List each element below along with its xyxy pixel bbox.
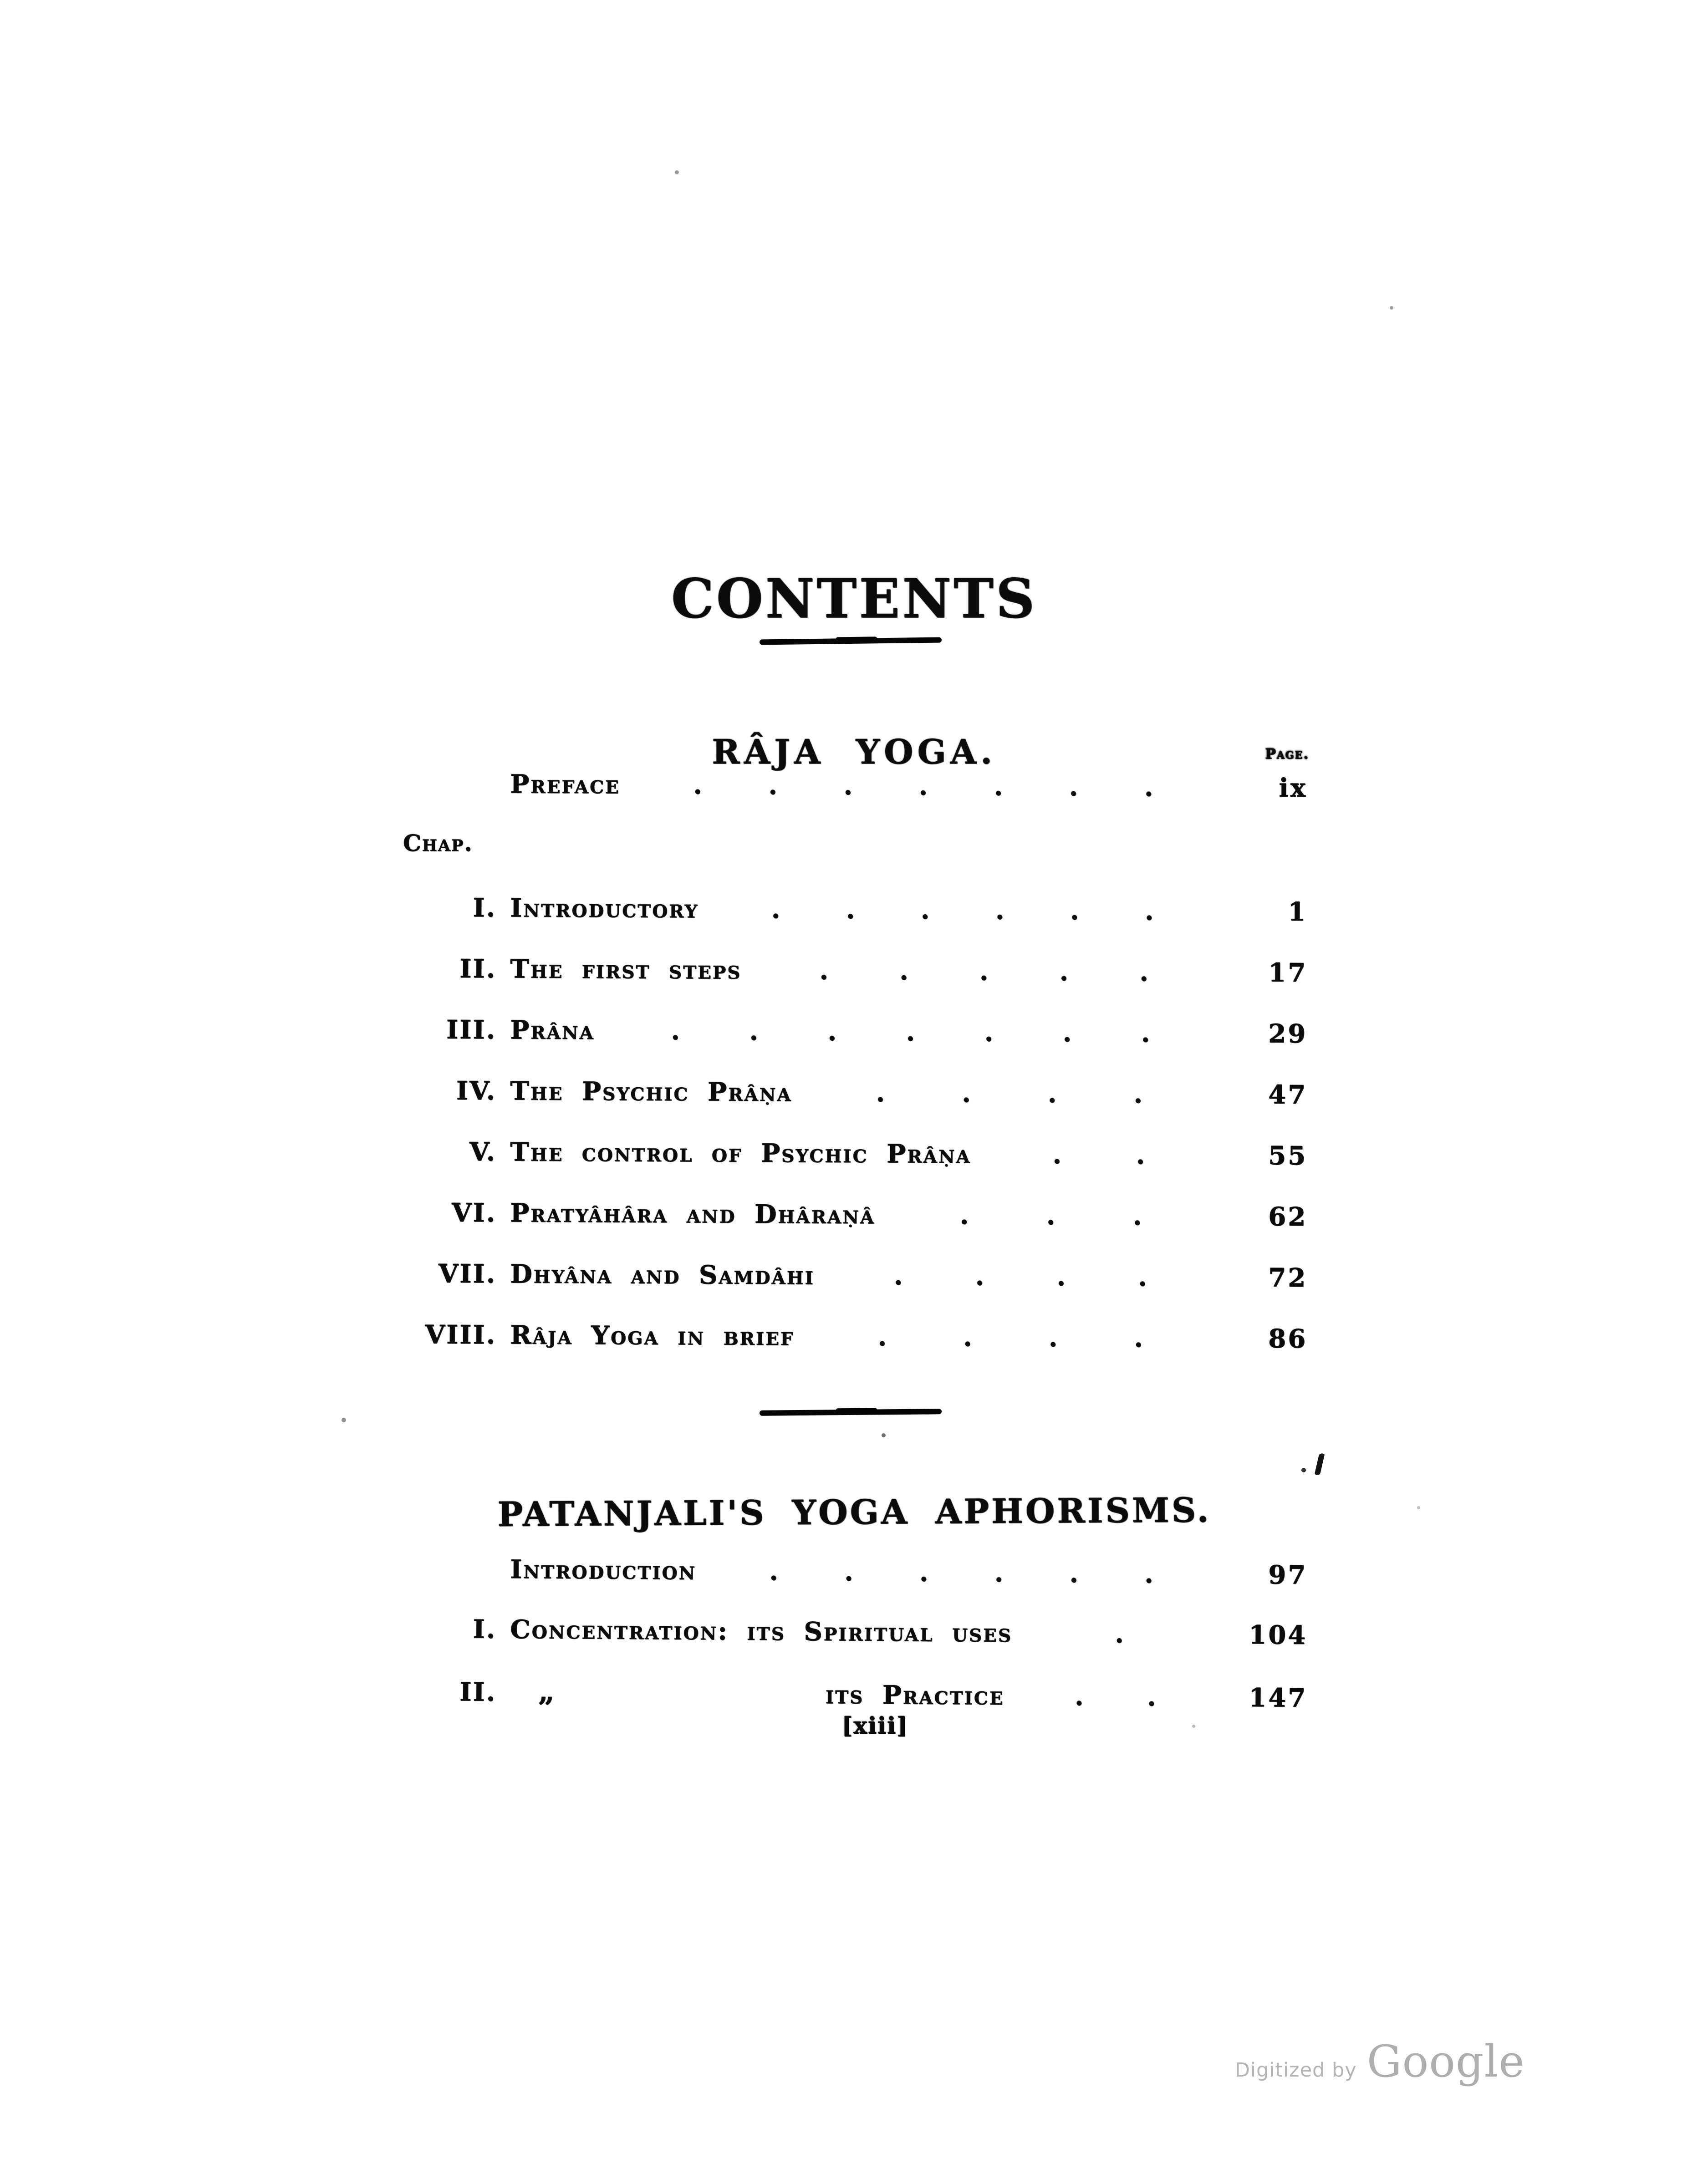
ditto-mark: „	[538, 1675, 556, 1708]
toc-row	[389, 769, 1308, 834]
leader-dot: .	[769, 1556, 780, 1587]
leader-dot: .	[1069, 772, 1080, 802]
dot-leader	[979, 1139, 1220, 1171]
toc-row	[389, 1319, 1308, 1385]
leader-dot: .	[1074, 1681, 1085, 1712]
section-heading-patanjali: PATANJALI'S YOGA APHORISMS.	[497, 1491, 1211, 1535]
leader-dot: .	[963, 1322, 974, 1353]
leader-dot: .	[1144, 1559, 1155, 1589]
leader-dot: .	[768, 770, 779, 801]
leader-dot: .	[994, 1558, 1005, 1588]
leader-dot: .	[1048, 1323, 1059, 1353]
leader-dot: .	[1133, 1079, 1144, 1110]
leader-dot: .	[959, 1200, 970, 1231]
dot-leader	[802, 1321, 1219, 1353]
page-number: 47	[1268, 1079, 1308, 1110]
leader-dot: .	[1059, 957, 1070, 987]
leader-dot: .	[920, 895, 931, 925]
page-number: 1	[1288, 896, 1308, 927]
page-number: 72	[1268, 1263, 1308, 1293]
leader-dot: .	[771, 894, 782, 925]
chapter-numeral: III.	[446, 1014, 497, 1045]
page-number: 55	[1268, 1140, 1308, 1171]
scan-speck	[342, 1418, 346, 1422]
entry-title: Concentration: its Spiritual uses	[510, 1614, 1013, 1649]
chapter-numeral	[389, 792, 496, 793]
page-number: 29	[1268, 1018, 1308, 1049]
leader-dot: .	[1070, 896, 1081, 926]
leader-dot: .	[876, 1078, 887, 1108]
leader-dot: .	[1047, 1079, 1058, 1109]
entry-title: The first steps	[510, 954, 742, 985]
chapter-numeral: VII.	[438, 1258, 497, 1289]
toc-row	[389, 892, 1308, 958]
page-number: 147	[1248, 1682, 1308, 1713]
leader-dot: .	[846, 894, 857, 925]
leader-dot: .	[819, 955, 830, 986]
page-number: 17	[1268, 957, 1308, 988]
page-number: 62	[1268, 1202, 1308, 1232]
page-title: CONTENTS	[671, 567, 1037, 631]
entry-title: Râja Yoga in brief	[510, 1320, 795, 1352]
entry-title: Introductory	[510, 893, 699, 924]
page-column-label: Page.	[1265, 746, 1309, 762]
entry-title: Pratyâhâra and Dhâraṇâ	[510, 1198, 876, 1230]
section-heading-raja-yoga: RÂJA YOGA.	[712, 733, 996, 772]
entry-title: The control of Psychic Prâṇa	[510, 1137, 971, 1170]
dot-leader	[603, 1015, 1220, 1049]
scan-speck	[882, 1433, 886, 1437]
leader-dot: .	[1144, 896, 1155, 927]
leader-dot: .	[1134, 1323, 1145, 1354]
toc-row	[389, 953, 1308, 1019]
toc-row	[389, 1553, 1308, 1620]
entry-title: The Psychic Prâṇa	[510, 1076, 792, 1108]
leader-dot: .	[1132, 1201, 1143, 1232]
toc-row	[389, 1136, 1308, 1202]
leader-dot: .	[877, 1322, 888, 1352]
leader-dot: .	[844, 1557, 855, 1587]
dot-leader	[628, 770, 1220, 803]
dot-leader	[1012, 1681, 1219, 1712]
toc-row	[389, 1258, 1308, 1324]
scan-speck	[1301, 1468, 1306, 1472]
entry-title: its Practice	[825, 1680, 1004, 1711]
leader-dot: .	[994, 771, 1004, 802]
leader-dot: .	[1147, 1682, 1157, 1712]
dot-leader	[749, 955, 1219, 988]
chapter-numeral	[389, 1577, 496, 1578]
watermark-prefix: Digitized by	[1234, 2059, 1357, 2082]
leader-dot: .	[1139, 957, 1150, 988]
dot-leader	[704, 1556, 1219, 1589]
chapter-numeral: VI.	[451, 1197, 497, 1228]
chapter-numeral: I.	[473, 1614, 497, 1645]
leader-dot: .	[749, 1016, 760, 1046]
chapter-numeral: II.	[459, 953, 497, 984]
toc-row	[389, 1614, 1308, 1680]
leader-dot: .	[918, 771, 929, 801]
leader-dot: .	[995, 895, 1006, 926]
chapter-numeral: II.	[459, 1677, 497, 1707]
dot-leader	[1020, 1618, 1220, 1650]
entry-title: Dhyâna and Samdâhi	[510, 1259, 815, 1291]
leader-dot: .	[1069, 1558, 1080, 1589]
leader-dot: .	[1056, 1262, 1067, 1292]
dot-leader	[800, 1077, 1220, 1109]
digitized-by-google-watermark	[1235, 2036, 1525, 2087]
page-number: 97	[1268, 1560, 1308, 1590]
toc-section-patanjali	[389, 1553, 1307, 1734]
folio-page-number: [xiii]	[841, 1712, 908, 1739]
leader-dot: .	[1144, 772, 1155, 803]
entry-title: Prâna	[510, 1015, 595, 1046]
section-divider-rule	[759, 1409, 941, 1415]
toc-row	[389, 1014, 1308, 1080]
scan-speck	[675, 170, 679, 174]
leader-dot: .	[827, 1016, 838, 1047]
chapter-numeral: VIII.	[425, 1319, 497, 1350]
page-number: 104	[1249, 1619, 1308, 1650]
leader-dot: .	[843, 770, 854, 801]
leader-dot: .	[1141, 1018, 1152, 1049]
leader-dot: .	[1052, 1140, 1063, 1170]
entry-title: Introduction	[510, 1554, 697, 1586]
scan-speck	[1390, 306, 1393, 310]
leader-dot: .	[1046, 1201, 1057, 1231]
toc-row	[389, 1197, 1308, 1263]
section-divider-rule	[759, 637, 941, 645]
leader-dot: .	[1062, 1018, 1073, 1048]
chapter-numeral: I.	[473, 892, 497, 923]
dot-leader	[707, 894, 1219, 927]
leader-dot: .	[671, 1016, 682, 1046]
chapter-numeral: V.	[469, 1136, 497, 1167]
leader-dot: .	[1115, 1619, 1126, 1649]
leader-dot: .	[962, 1078, 973, 1109]
page-number: 86	[1268, 1324, 1308, 1354]
dot-leader	[823, 1261, 1220, 1293]
page-number: ix	[1279, 773, 1308, 803]
leader-dot: .	[693, 770, 704, 800]
toc-section-raja-yoga	[389, 769, 1307, 1380]
scan-speck	[1417, 1506, 1420, 1509]
leader-dot: .	[975, 1261, 986, 1292]
leader-dot: .	[1136, 1140, 1147, 1171]
leader-dot: .	[919, 1557, 930, 1588]
chapter-numeral: IV.	[456, 1075, 497, 1106]
leader-dot: .	[906, 1017, 917, 1047]
leader-dot: .	[979, 956, 990, 987]
chapter-column-label: Chap.	[403, 830, 473, 856]
google-logo: Google	[1366, 2036, 1525, 2087]
ink-smudge	[1315, 1453, 1325, 1475]
toc-row	[389, 1075, 1308, 1141]
leader-dot: .	[893, 1261, 904, 1291]
entry-title: Preface	[510, 769, 621, 800]
leader-dot: .	[984, 1017, 995, 1048]
leader-dot: .	[899, 956, 910, 986]
dot-leader	[883, 1200, 1219, 1232]
leader-dot: .	[1138, 1262, 1148, 1293]
